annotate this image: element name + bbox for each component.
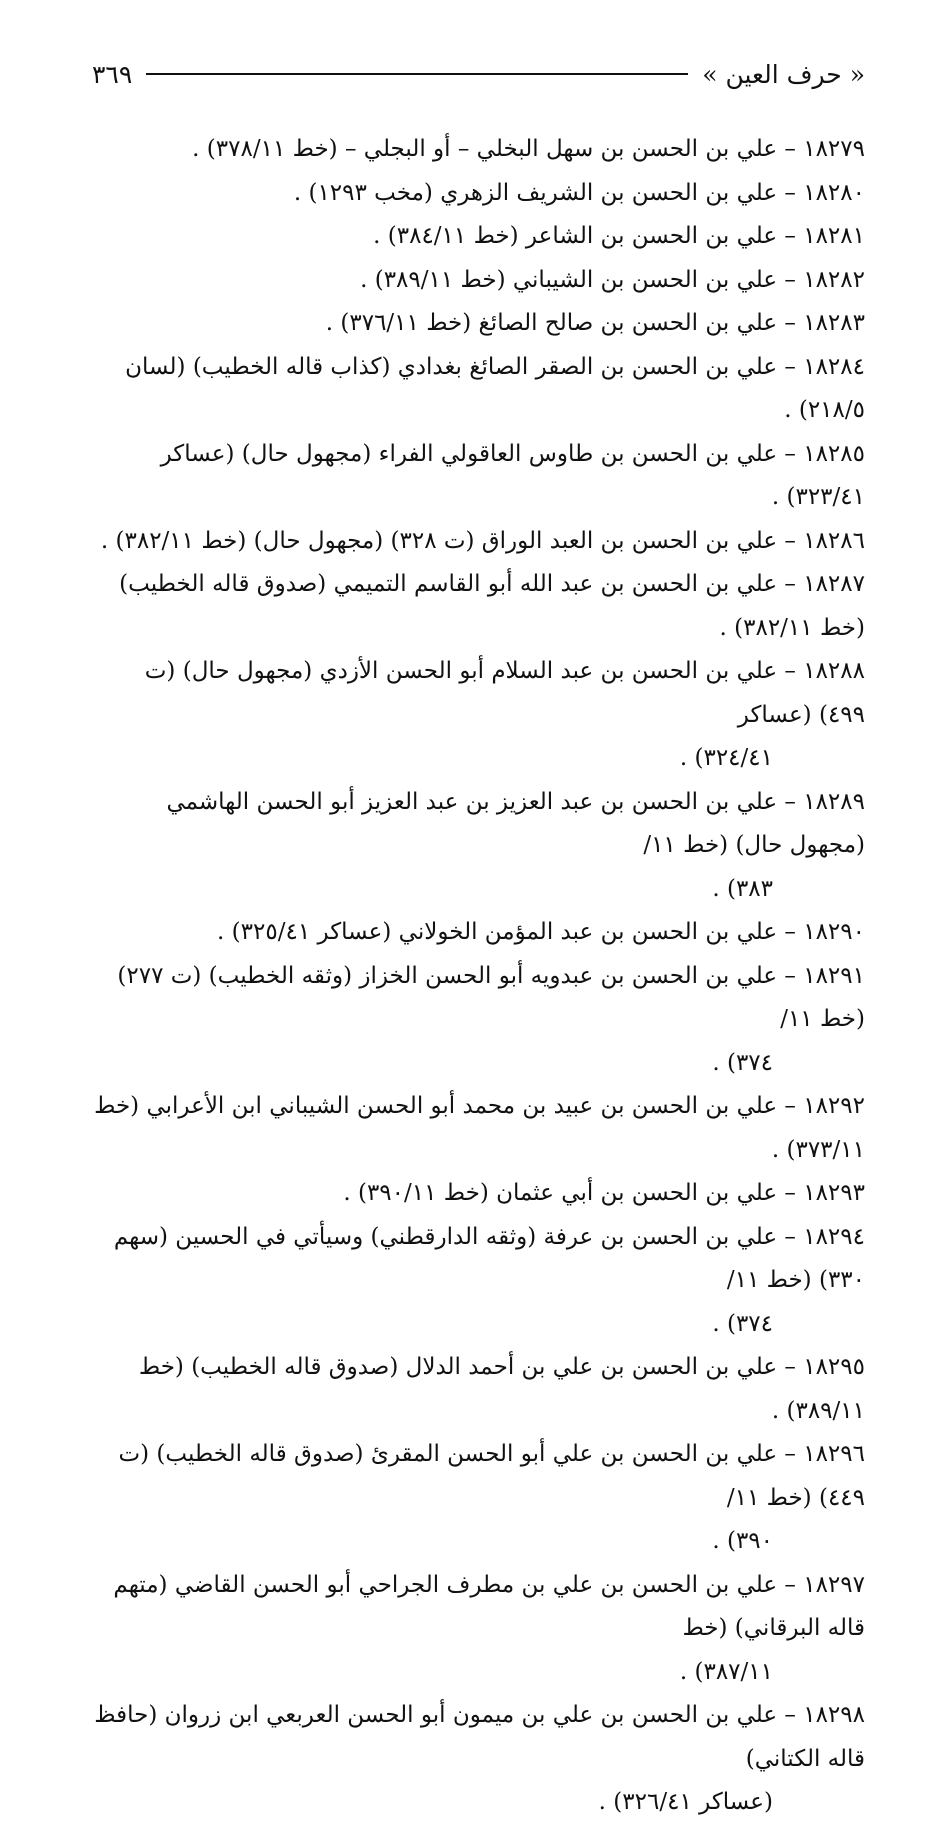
entry-18282 [92, 259, 865, 303]
entry-continuation: ٣٧٤) . [712, 1049, 773, 1076]
entry-18287 [92, 563, 865, 650]
entry-text: ١٨٢٧٩ – علي بن الحسن بن سهل البخلي – أو البجلي – (خط ٣٧٨/١١) . [192, 136, 865, 162]
entry-18291 [92, 955, 865, 1086]
entries-list [92, 128, 865, 1825]
entry-text: ١٨٢٨١ – علي بن الحسن بن الشاعر (خط ٣٨٤/١١) . [373, 223, 865, 249]
entry-18292 [92, 1085, 865, 1172]
entry-18280 [92, 172, 865, 216]
page-number: ٣٦٩ [92, 59, 133, 89]
entry-text: ١٨٢٩٢ – علي بن الحسن بن عبيد بن محمد أبو الحسن الشيباني ابن الأعرابي (خط ٣٧٣/١١) . [94, 1093, 865, 1163]
entry-18279 [92, 128, 865, 172]
entry-18284 [92, 346, 865, 433]
entry-continuation: ٣٨٧/١١) . [679, 1658, 773, 1685]
entry-text: ١٨٢٨٧ – علي بن الحسن بن عبد الله أبو القاسم التميمي (صدوق قاله الخطيب) (خط ٣٨٢/١١) . [119, 571, 865, 641]
entry-text: ١٨٢٩٨ – علي بن الحسن بن علي بن ميمون أبو الحسن العربعي ابن زروان (حافظ قاله الكتاني) [94, 1702, 865, 1772]
entry-continuation: ٣٨٣) . [712, 875, 773, 902]
entry-text: ١٨٢٩٧ – علي بن الحسن بن علي بن مطرف الجراحي أبو الحسن القاضي (متهم قاله البرقاني) (خط [113, 1571, 865, 1641]
entry-text: ١٨٢٩٣ – علي بن الحسن بن أبي عثمان (خط ٣٩٠/١١) . [343, 1180, 865, 1206]
entry-18290 [92, 911, 865, 955]
entry-text: ١٨٢٨٦ – علي بن الحسن بن العبد الوراق (ت ٣٢٨) (مجهول حال) (خط ٣٨٢/١١) . [100, 527, 865, 554]
entry-text: ١٨٢٨٥ – علي بن الحسن بن طاوس العاقولي الفراء (مجهول حال) (عساكر ٣٢٣/٤١) . [160, 440, 865, 510]
entry-text: ١٨٢٨٢ – علي بن الحسن بن الشيباني (خط ٣٨٩/١١) . [360, 266, 865, 293]
entry-text: ١٨٢٨٨ – علي بن الحسن بن عبد السلام أبو الحسن الأزدي (مجهول حال) (ت ٤٩٩) (عساكر [144, 658, 865, 728]
entry-18281 [92, 215, 865, 259]
entry-text: ١٨٢٨٤ – علي بن الحسن بن الصقر الصائغ بغدادي (كذاب قاله الخطيب) (لسان ٢١٨/٥) . [125, 353, 865, 423]
entry-continuation: ٣٩٠) . [712, 1528, 773, 1554]
entry-18283 [92, 302, 865, 346]
entry-18294 [92, 1216, 865, 1347]
entry-continuation: ٣٧٤) . [712, 1310, 773, 1337]
entry-text: ١٨٢٩١ – علي بن الحسن بن عبدويه أبو الحسن الخزاز (وثقه الخطيب) (ت ٢٧٧) (خط ١١/ [117, 962, 865, 1032]
entry-text: ١٨٢٩٥ – علي بن الحسن بن علي بن أحمد الدلال (صدوق قاله الخطيب) (خط ٣٨٩/١١) . [138, 1354, 865, 1424]
entry-continuation: ٣٢٤/٤١) . [679, 745, 773, 771]
entry-text: ١٨٢٩٤ – علي بن الحسن بن عرفة (وثقه الدارقطني) وسيأتي في الحسين (سهم ٣٣٠) (خط ١١/ [113, 1223, 865, 1293]
entry-text: ١٨٢٨٠ – علي بن الحسن بن الشريف الزهري (مخب ١٢٩٣) . [293, 179, 865, 206]
entry-18296 [92, 1433, 865, 1564]
entry-18286 [92, 520, 865, 564]
entry-text: ١٨٢٩٠ – علي بن الحسن بن عبد المؤمن الخولاني (عساكر ٣٢٥/٤١) . [217, 919, 865, 945]
chapter-title: « حرف العين » [702, 59, 865, 89]
entry-18293 [92, 1172, 865, 1216]
entry-continuation: (عساكر ٣٢٦/٤١) . [598, 1789, 773, 1815]
page-header [92, 52, 865, 96]
entry-18289 [92, 781, 865, 912]
entry-18295 [92, 1346, 865, 1433]
entry-text: ١٨٢٨٣ – علي بن الحسن بن صالح الصائغ (خط ٣٧٦/١١) . [325, 310, 865, 336]
entry-18288 [92, 650, 865, 781]
entry-18298 [92, 1694, 865, 1825]
entry-text: ١٨٢٩٦ – علي بن الحسن بن علي أبو الحسن المقرئ (صدوق قاله الخطيب) (ت ٤٤٩) (خط ١١/ [118, 1441, 865, 1511]
entry-18297 [92, 1564, 865, 1695]
entry-text: ١٨٢٨٩ – علي بن الحسن بن عبد العزيز بن عبد العزيز أبو الحسن الهاشمي (مجهول حال) (خط ١١/ [166, 788, 865, 858]
header-rule [146, 73, 688, 75]
entry-18285 [92, 433, 865, 520]
